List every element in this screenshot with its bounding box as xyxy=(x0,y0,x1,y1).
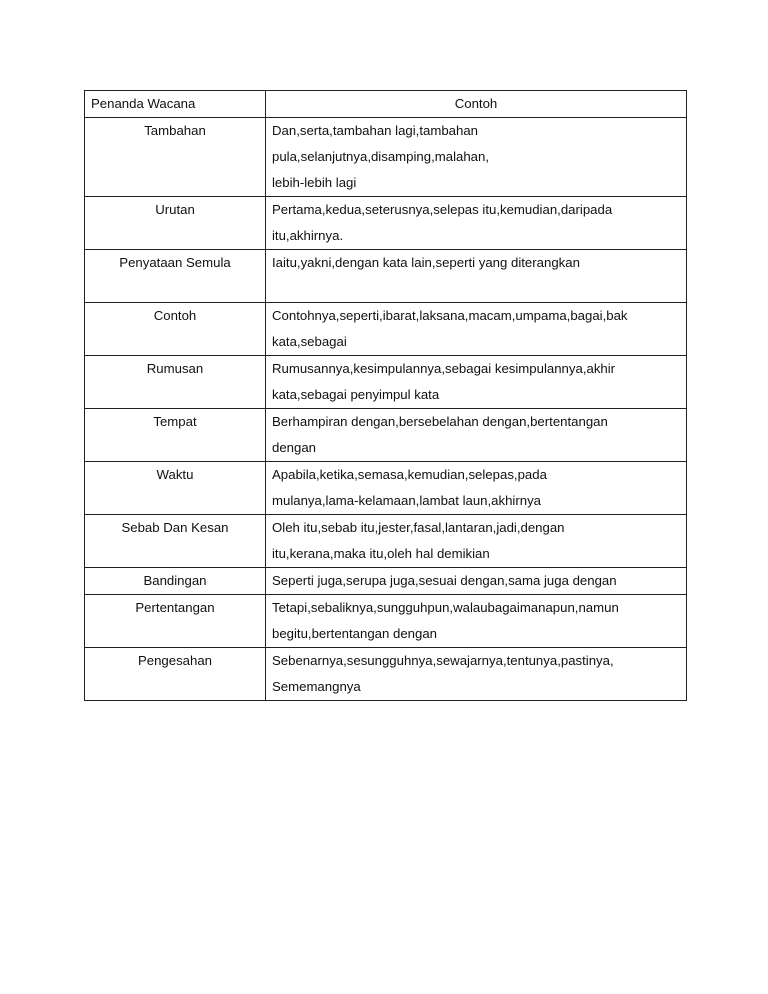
example-line: Tetapi,sebaliknya,sungguhpun,walaubagaimanapun,namun xyxy=(272,600,619,615)
table-row xyxy=(85,356,687,409)
marker-cell: Urutan xyxy=(85,197,266,250)
example-line: begitu,bertentangan dengan xyxy=(272,626,437,641)
table-header-row xyxy=(85,91,687,118)
example-cell xyxy=(266,648,687,701)
example-line: Oleh itu,sebab itu,jester,fasal,lantaran,jadi,dengan xyxy=(272,520,565,535)
table-row xyxy=(85,197,687,250)
example-line: Dan,serta,tambahan lagi,tambahan xyxy=(272,123,479,138)
example-line: lebih-lebih lagi xyxy=(272,175,357,190)
example-line: Seperti juga,serupa juga,sesuai dengan,sama juga dengan xyxy=(272,573,617,588)
example-line: mulanya,lama-kelamaan,lambat laun,akhirnya xyxy=(272,493,542,508)
example-line: Pertama,kedua,seterusnya,selepas itu,kemudian,daripada xyxy=(272,202,613,217)
example-line-empty xyxy=(272,276,680,302)
example-line: pula,selanjutnya,disamping,malahan, xyxy=(272,149,490,164)
example-line: itu,kerana,maka itu,oleh hal demikian xyxy=(272,546,490,561)
marker-cell: Contoh xyxy=(85,303,266,356)
example-line: Rumusannya,kesimpulannya,sebagai kesimpulannya,akhir xyxy=(272,361,616,376)
example-cell xyxy=(266,356,687,409)
example-line: Iaitu,yakni,dengan kata lain,seperti yang diterangkan xyxy=(272,255,580,270)
header-penanda-wacana: Penanda Wacana xyxy=(85,91,266,118)
example-cell xyxy=(266,118,687,197)
table-row xyxy=(85,118,687,197)
marker-cell: Penyataan Semula xyxy=(85,250,266,303)
example-line: kata,sebagai xyxy=(272,334,347,349)
example-cell xyxy=(266,515,687,568)
table-row xyxy=(85,648,687,701)
marker-cell: Tempat xyxy=(85,409,266,462)
example-line: kata,sebagai penyimpul kata xyxy=(272,387,440,402)
table-row xyxy=(85,303,687,356)
marker-cell: Waktu xyxy=(85,462,266,515)
example-line: Berhampiran dengan,bersebelahan dengan,bertentangan xyxy=(272,414,608,429)
marker-cell: Pertentangan xyxy=(85,595,266,648)
example-line: itu,akhirnya. xyxy=(272,228,344,243)
marker-cell: Tambahan xyxy=(85,118,266,197)
marker-cell: Bandingan xyxy=(85,568,266,595)
marker-cell: Rumusan xyxy=(85,356,266,409)
marker-cell: Sebab Dan Kesan xyxy=(85,515,266,568)
example-cell xyxy=(266,250,687,303)
marker-cell: Pengesahan xyxy=(85,648,266,701)
example-cell xyxy=(266,303,687,356)
table-row xyxy=(85,250,687,303)
example-line: Apabila,ketika,semasa,kemudian,selepas,pada xyxy=(272,467,547,482)
penanda-wacana-table xyxy=(84,90,687,701)
example-cell xyxy=(266,462,687,515)
table-row xyxy=(85,462,687,515)
example-cell xyxy=(266,568,687,595)
example-line: dengan xyxy=(272,440,317,455)
header-contoh: Contoh xyxy=(266,91,687,118)
example-cell xyxy=(266,409,687,462)
example-cell xyxy=(266,197,687,250)
table-row xyxy=(85,409,687,462)
table-row xyxy=(85,515,687,568)
table-row xyxy=(85,595,687,648)
example-line: Sememangnya xyxy=(272,679,361,694)
table-row xyxy=(85,568,687,595)
example-line: Contohnya,seperti,ibarat,laksana,macam,umpama,bagai,bak xyxy=(272,308,628,323)
example-cell xyxy=(266,595,687,648)
example-line: Sebenarnya,sesungguhnya,sewajarnya,tentunya,pastinya, xyxy=(272,653,614,668)
